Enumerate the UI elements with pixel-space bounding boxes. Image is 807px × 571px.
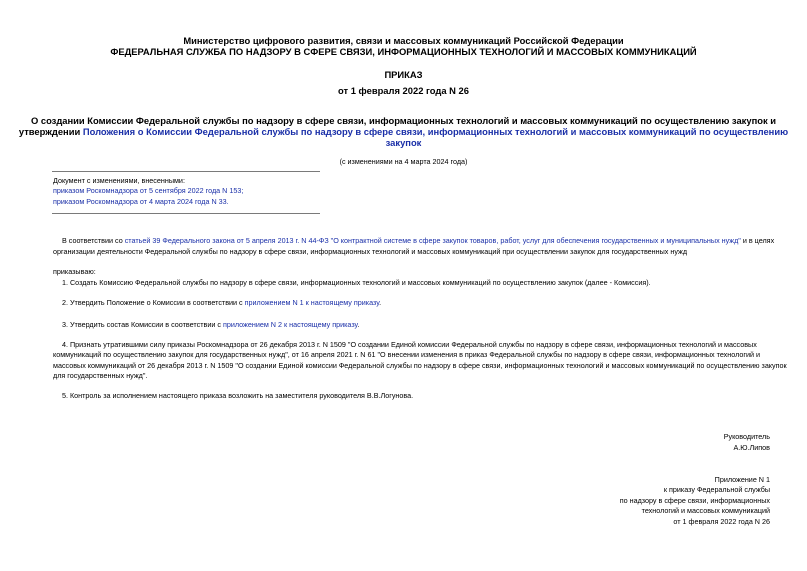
service-heading: ФЕДЕРАЛЬНАЯ СЛУЖБА ПО НАДЗОРУ В СФЕРЕ СВЯЗИ, ИНФОРМАЦИОННЫХ ТЕХНОЛОГИЙ И МАССОВЫХ КОММУНИКАЦИЙ [110, 46, 697, 57]
signature-role: Руководитель [723, 432, 770, 441]
law-article-link[interactable]: статьей 39 Федерального закона от 5 апреля 2013 г. N 44-ФЗ "О контрактной системе в сфере закупок товаров, работ, услуг для обеспечения государственных и муниципальных нужд" [124, 236, 741, 245]
amendments-bottom-divider [52, 213, 320, 214]
amendment-link-2[interactable]: приказом Роскомнадзора от 4 марта 2024 года N 33. [53, 197, 229, 206]
item-1: 1. Создать Комиссию Федеральной службы по надзору в сфере связи, информационных технологий и массовых коммуникаций по осуществлению закупок (далее - Комиссия). [62, 278, 651, 287]
amendments-heading: Документ с изменениями, внесенными: [53, 176, 185, 185]
amendment-link-1[interactable]: приказом Роскомнадзора от 5 сентября 2022 года N 153; [53, 186, 244, 195]
item-4-line-2: коммуникаций по осуществлению закупок для государственных нужд", от 16 апреля 2021 г. N 61 "О внесении изменения в приказ Федеральной службы по надзору в сфере связи, информационных технологий и [53, 350, 761, 359]
item-2-end: . [379, 298, 382, 307]
preamble-text-end: и в целях [740, 236, 775, 245]
item-2-text: 2. Утвердить Положение о Комиссии в соответствии с [62, 298, 245, 307]
order-word: приказываю: [53, 267, 96, 276]
title-line-1: О создании Комиссии Федеральной службы по надзору в сфере связи, информационных технологий и массовых коммуникаций по осуществлению закупок и [30, 115, 777, 126]
doc-type: ПРИКАЗ [384, 69, 423, 80]
item-4-line-1: 4. Признать утратившими силу приказы Роскомнадзора от 26 декабря 2013 г. N 1509 "О создании Единой комиссии Федеральной службы по надзору в сфере связи, информационных технологий и массовых [62, 340, 757, 349]
title-line-3-link[interactable]: закупок [385, 137, 422, 148]
title-line-2 [0, 126, 807, 137]
item-3 [62, 320, 359, 331]
title-plain: утверждении [18, 126, 83, 137]
item-5: 5. Контроль за исполнением настоящего приказа возложить на заместителя руководителя В.В.Логунова. [62, 391, 414, 400]
item-3-text: 3. Утвердить состав Комиссии в соответствии с [62, 320, 223, 329]
item-4-line-4: для государственных нужд". [53, 371, 148, 380]
amendments-top-divider [52, 171, 320, 172]
regulation-link[interactable]: Положения о Комиссии Федеральной службы по надзору в сфере связи, информационных технологий и массовых коммуникаций по осуществлению [82, 126, 789, 137]
preamble-line-2: организации деятельности Федеральной службы по надзору в сфере связи, информационных технологий и массовых коммуникаций при осуществлении закупок для государственных нужд [53, 247, 688, 256]
appendix-2-link[interactable]: приложением N 2 к настоящему приказу [222, 320, 358, 329]
item-3-end: . [357, 320, 360, 329]
item-4-line-3: массовых коммуникаций от 26 декабря 2013 г. N 1509 "О создании Единой комиссии Федеральной службы по надзору в сфере связи, информационных технологий и массовых коммуникаций по осуществлению закупок [53, 361, 787, 370]
doc-date: от 1 февраля 2022 года N 26 [338, 85, 469, 96]
changes-note: (с изменениями на 4 марта 2024 года) [339, 157, 468, 166]
appendix-line-1: Приложение N 1 [714, 475, 770, 484]
preamble-line-1 [62, 236, 774, 247]
item-2 [62, 298, 381, 309]
ministry-heading: Министерство цифрового развития, связи и массовых коммуникаций Российской Федерации [183, 35, 624, 46]
appendix-line-2: к приказу Федеральной службы [663, 485, 770, 494]
appendix-line-4: технологий и массовых коммуникаций [641, 506, 770, 515]
appendix-line-3: по надзору в сфере связи, информационных [619, 496, 770, 505]
preamble-text: В соответствии со [62, 236, 125, 245]
appendix-line-5: от 1 февраля 2022 года N 26 [673, 517, 770, 526]
appendix-1-link[interactable]: приложением N 1 к настоящему приказу [244, 298, 380, 307]
signature-name: А.Ю.Липов [733, 443, 770, 452]
